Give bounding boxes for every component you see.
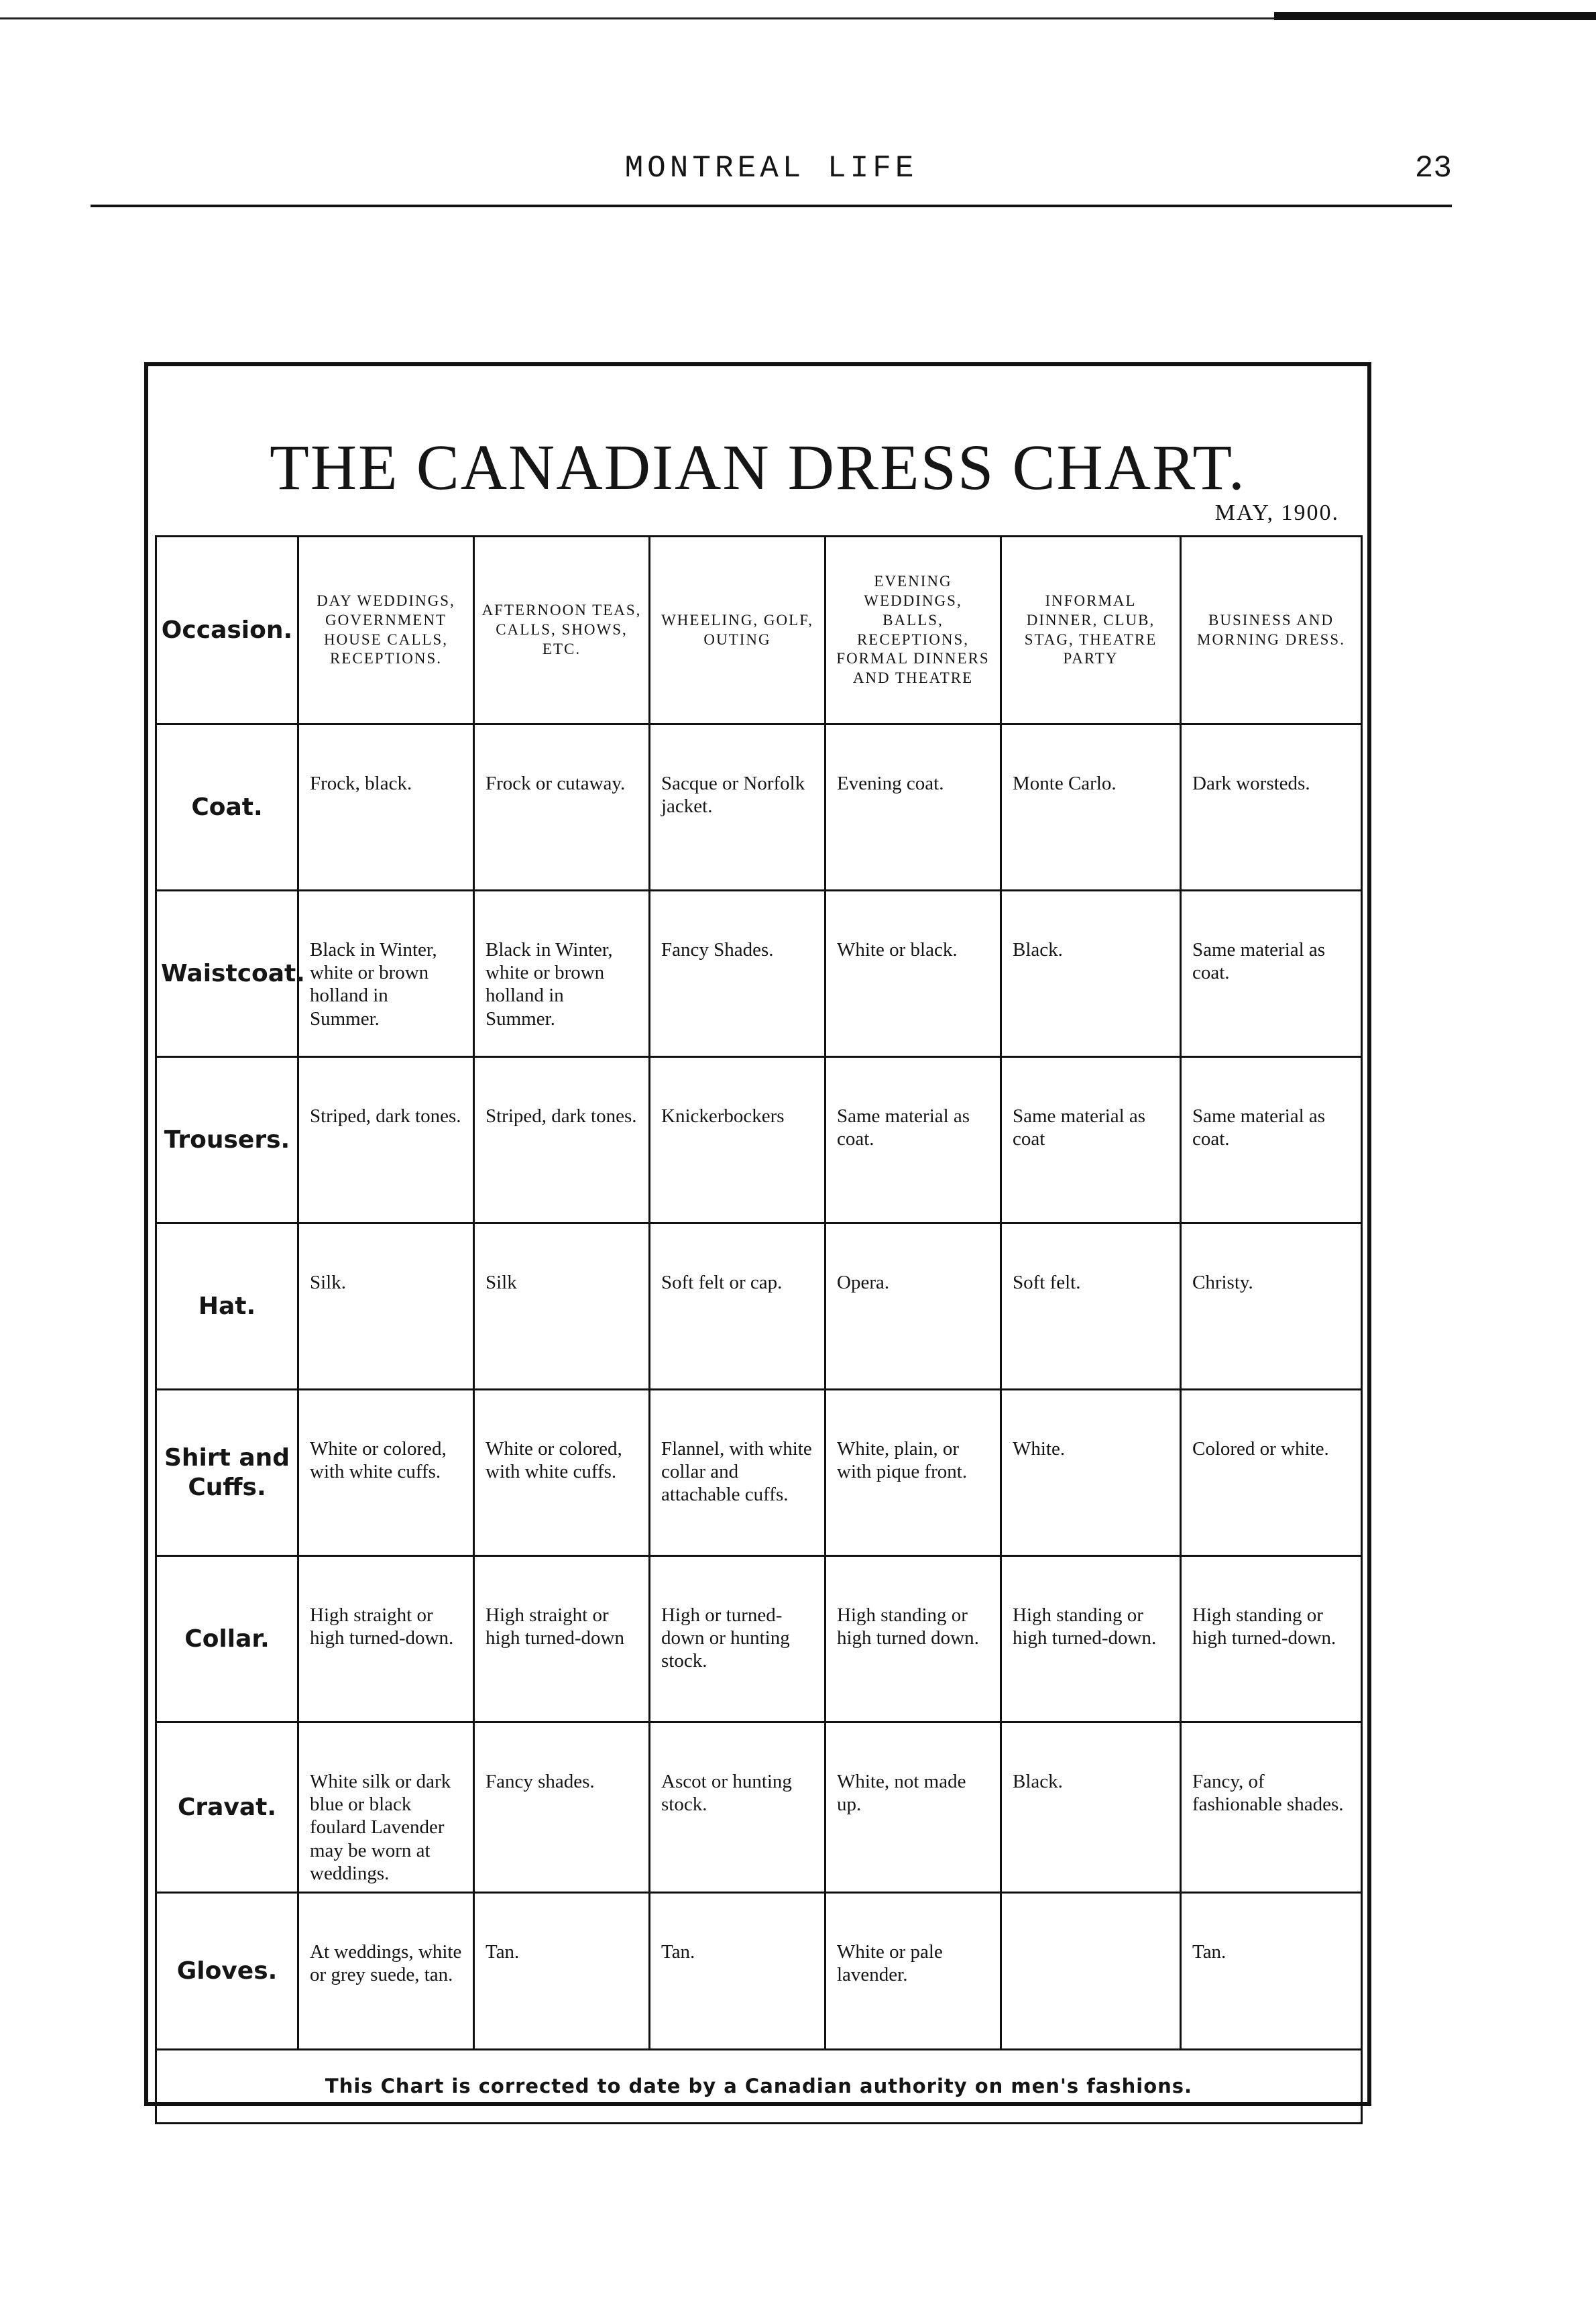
header-row bbox=[156, 537, 1362, 724]
column-header-occasion: Occasion. bbox=[156, 537, 298, 724]
table-cell: White or black. bbox=[825, 891, 1001, 1057]
table-cell: Black in Winter, white or brown holland in Summer. bbox=[298, 891, 474, 1057]
table-cell: High standing or high turned-down. bbox=[1001, 1556, 1181, 1722]
table-cell: Black. bbox=[1001, 1722, 1181, 1893]
table-cell: Black. bbox=[1001, 891, 1181, 1057]
table-cell: White silk or dark blue or black foulard Lavender may be worn at weddings. bbox=[298, 1722, 474, 1893]
table-cell: White or colored, with white cuffs. bbox=[474, 1390, 650, 1556]
table-cell: Colored or white. bbox=[1181, 1390, 1362, 1556]
table-cell: Evening coat. bbox=[825, 724, 1001, 891]
table-cell: Fancy Shades. bbox=[650, 891, 825, 1057]
row-label: Waistcoat. bbox=[156, 891, 298, 1057]
table-cell: High straight or high turned-down. bbox=[298, 1556, 474, 1722]
dress-chart bbox=[144, 362, 1371, 2106]
running-title: MONTREAL LIFE bbox=[624, 151, 918, 186]
column-header: BUSINESS AND MORNING DRESS. bbox=[1181, 537, 1362, 724]
table-cell: Opera. bbox=[825, 1223, 1001, 1390]
table-cell: Christy. bbox=[1181, 1223, 1362, 1390]
table-cell: Tan. bbox=[1181, 1893, 1362, 2050]
table-cell: At weddings, white or grey suede, tan. bbox=[298, 1893, 474, 2050]
table-cell: Same material as coat bbox=[1001, 1057, 1181, 1223]
table-cell: White or pale lavender. bbox=[825, 1893, 1001, 2050]
column-header: INFORMAL DINNER, CLUB, STAG, THEATRE PARTY bbox=[1001, 537, 1181, 724]
table-cell: White. bbox=[1001, 1390, 1181, 1556]
table-row bbox=[156, 891, 1362, 1057]
table-cell: Striped, dark tones. bbox=[474, 1057, 650, 1223]
table-cell: Same material as coat. bbox=[825, 1057, 1001, 1223]
column-header: DAY WEDDINGS, GOVERNMENT HOUSE CALLS, RECEPTIONS. bbox=[298, 537, 474, 724]
top-border-rule bbox=[0, 12, 1596, 17]
table-row bbox=[156, 1057, 1362, 1223]
row-label: Coat. bbox=[156, 724, 298, 891]
row-label: Collar. bbox=[156, 1556, 298, 1722]
dress-table bbox=[155, 535, 1363, 2124]
row-label: Trousers. bbox=[156, 1057, 298, 1223]
table-row bbox=[156, 1556, 1362, 1722]
table-cell: Sacque or Norfolk jacket. bbox=[650, 724, 825, 891]
table-row bbox=[156, 1722, 1362, 1893]
table-cell: High standing or high turned-down. bbox=[1181, 1556, 1362, 1722]
table-cell: High straight or high turned-down bbox=[474, 1556, 650, 1722]
table-cell: Same material as coat. bbox=[1181, 1057, 1362, 1223]
page-number: 23 bbox=[1414, 151, 1452, 186]
table-cell: Ascot or hunting stock. bbox=[650, 1722, 825, 1893]
table-cell: High or turned-down or hunting stock. bbox=[650, 1556, 825, 1722]
table-cell: Striped, dark tones. bbox=[298, 1057, 474, 1223]
table-cell bbox=[1001, 1893, 1181, 2050]
chart-footnote: This Chart is corrected to date by a Canadian authority on men's fashions. bbox=[156, 2050, 1362, 2124]
row-label: Gloves. bbox=[156, 1893, 298, 2050]
row-label: Shirt and Cuffs. bbox=[156, 1390, 298, 1556]
table-cell: Fancy shades. bbox=[474, 1722, 650, 1893]
table-cell: Silk bbox=[474, 1223, 650, 1390]
column-header: EVENING WEDDINGS, BALLS, RECEPTIONS, FORMAL DINNERS AND THEATRE bbox=[825, 537, 1001, 724]
table-cell: White, plain, or with pique front. bbox=[825, 1390, 1001, 1556]
table-cell: Same material as coat. bbox=[1181, 891, 1362, 1057]
chart-title: THE CANADIAN DRESS CHART. bbox=[270, 431, 1246, 503]
table-cell: Silk. bbox=[298, 1223, 474, 1390]
table-cell: Soft felt or cap. bbox=[650, 1223, 825, 1390]
table-cell: Knickerbockers bbox=[650, 1057, 825, 1223]
table-cell: Fancy, of fashionable shades. bbox=[1181, 1722, 1362, 1893]
table-cell: White or colored, with white cuffs. bbox=[298, 1390, 474, 1556]
table-cell: Black in Winter, white or brown holland in Summer. bbox=[474, 891, 650, 1057]
table-cell: Soft felt. bbox=[1001, 1223, 1181, 1390]
table-cell: Flannel, with white collar and attachable cuffs. bbox=[650, 1390, 825, 1556]
footnote-row bbox=[156, 2050, 1362, 2124]
table-row bbox=[156, 724, 1362, 891]
table-cell: Frock or cutaway. bbox=[474, 724, 650, 891]
table-row bbox=[156, 1390, 1362, 1556]
table-row bbox=[156, 1893, 1362, 2050]
table-cell: Tan. bbox=[474, 1893, 650, 2050]
table-cell: Frock, black. bbox=[298, 724, 474, 891]
table-cell: White, not made up. bbox=[825, 1722, 1001, 1893]
column-header: AFTERNOON TEAS, CALLS, SHOWS, ETC. bbox=[474, 537, 650, 724]
table-cell: Tan. bbox=[650, 1893, 825, 2050]
row-label: Hat. bbox=[156, 1223, 298, 1390]
table-cell: Monte Carlo. bbox=[1001, 724, 1181, 891]
row-label: Cravat. bbox=[156, 1722, 298, 1893]
chart-date: MAY, 1900. bbox=[1214, 500, 1339, 525]
table-cell: Dark worsteds. bbox=[1181, 724, 1362, 891]
column-header: WHEELING, GOLF, OUTING bbox=[650, 537, 825, 724]
running-head bbox=[91, 151, 1452, 198]
table-row bbox=[156, 1223, 1362, 1390]
table-cell: High standing or high turned down. bbox=[825, 1556, 1001, 1722]
header-rule bbox=[91, 205, 1452, 207]
